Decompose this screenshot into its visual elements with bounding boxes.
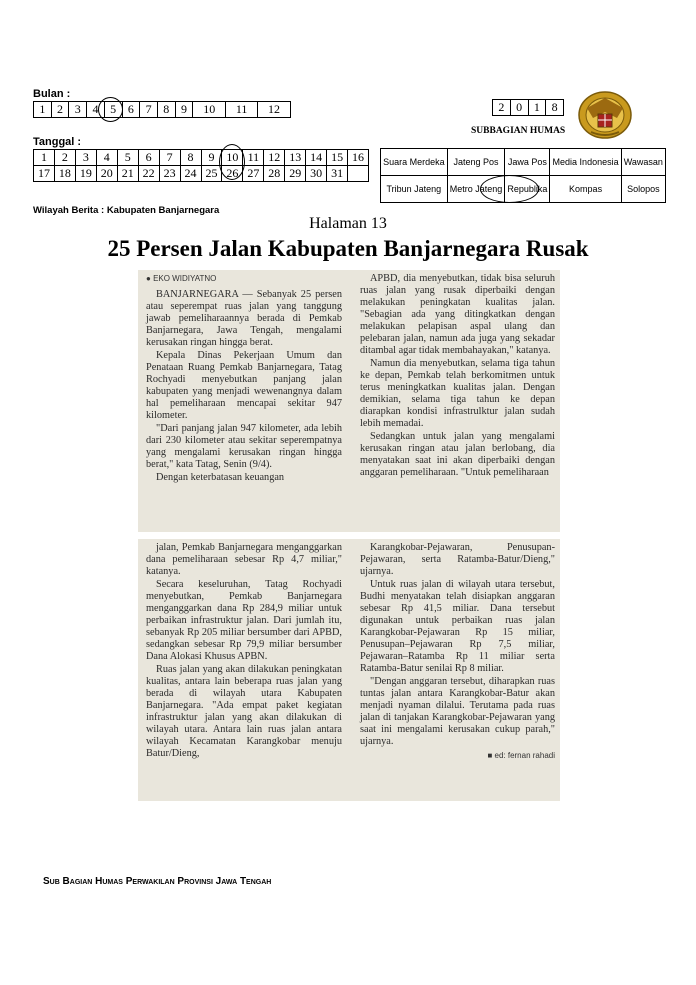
grid-cell: 11 [243,150,264,166]
article-paragraph: Namun dia menyebutkan, selama tiga tahun ke depan, Pemkab telah berkomitmen untuk terus meningkatkan kualitas jalan. Dengan demikian, selama tiga tahun ke depan diarapkan kondisi infrastrulktur jalan sudah lebih memadai. [360,358,555,429]
grid-cell: Suara Merdeka [381,149,448,176]
grid-cell: Kompas [550,176,621,203]
grid-cell: 1 [528,100,546,116]
grid-cell: 16 [348,150,369,166]
date-grid [33,149,369,182]
grid-cell: 8 [157,102,175,118]
grid-cell: 25 [201,166,222,182]
clipping-bottom [138,539,560,801]
tanggal-label: Tanggal : [33,136,82,148]
article-paragraph: "Dari panjang jalan 947 kilometer, ada lebih dari 230 kilometer atau sekitar seperempatnya yang mengalami kerusakan ringan hingga berat," kata Tatag, Senin (9/4). [146,423,342,470]
article-paragraph: Kepala Dinas Pekerjaan Umum dan Penataan Ruang Pemkab Banjarnegara, Tatag Rochyadi menyebutkan panjang jalan kabupaten yang menjadi wewenangnya dalam hal pemeliharaan mencapai sekitar 947 kilometer. [146,350,342,421]
garuda-emblem [577,88,633,140]
bulan-label: Bulan : [33,88,71,100]
grid-cell: 10 [222,150,243,166]
grid-cell: 3 [69,102,87,118]
grid-cell: 12 [258,102,291,118]
article-paragraph: Secara keseluruhan, Tatag Rochyadi menyebutkan, Pemkab Banjarnegara menganggarkan dana Rp 284,9 miliar untuk perbaikan infrastruktur jalan. Dari jumlah itu, sebanyak Rp 205 miliar bersumber dari APBD, sedangkan sebesar Rp 79,9 miliar bersumber Dana Alokasi Khusus APBN. [146,579,342,662]
page-number: Halaman 13 [309,215,387,232]
grid-cell: 4 [96,150,117,166]
article-column-1 [146,273,342,485]
grid-cell: 15 [327,150,348,166]
grid-cell: 17 [34,166,55,182]
grid-cell: 8 [546,100,564,116]
grid-cell: Wawasan [621,149,665,176]
grid-cell: 31 [327,166,348,182]
article-paragraph: "Dengan anggaran tersebut, diharapkan ruas tuntas jalan antara Karangkobar-Batur akan menjadi nyaman dilalui. Terutama pada ruas jalan di tanjakan Karangkobar-Pejawaran yang saat ini mengalami kerusakan cukup parah," ujarnya. [360,676,555,747]
article-title: 25 Persen Jalan Kabupaten Banjarnegara Rusak [107,236,589,261]
grid-cell: 1 [34,102,52,118]
article-paragraph: APBD, dia menyebutkan, tidak bisa seluruh ruas jalan yang rusak diperbaiki dengan melakukan peningkatan kualitas jalan. "Sebagian ada yang ditingkatkan dengan melakukan pelapisan aspal ulang dan pelebaran jalan, namun ada juga yang sekadar ditambal agar tidak membahayakan," katanya. [360,273,555,356]
byline: ● EKO WIDIYATNO [146,274,217,283]
grid-cell: Republika [505,176,550,203]
article-column-3 [146,542,342,761]
grid-cell: 22 [138,166,159,182]
grid-cell: 26 [222,166,243,182]
article-paragraph: Sedangkan untuk jalan yang mengalami kerusakan ringan atau jalan berlobang, dia menyatakan saat ini akan diperbaiki dengan anggaran pemeliharaan. "Untuk pemeliharaan [360,431,555,478]
grid-cell: 18 [54,166,75,182]
grid-cell: 5 [104,102,122,118]
month-grid [33,101,291,118]
grid-cell: 4 [87,102,105,118]
article-paragraph: Ruas jalan yang akan dilakukan peningkatan kualitas, antara lain beberapa ruas jalan yang berada di wilayah utara Kabupaten Banjarnegara. "Ada empat paket kegiatan infrastruktur jalan yang akan dilakukan di wilayah utara. Antara lain ruas jalan antara wilayah Kecamatan Karangkobar menuju Batur/Dieng, [146,664,342,759]
article-column-2 [360,273,555,480]
article-paragraph: jalan, Pemkab Banjarnegara menganggarkan dana pemeliharaan sebesar Rp 4,7 miliar," katanya. [146,542,342,577]
grid-cell: 23 [159,166,180,182]
grid-cell: 20 [96,166,117,182]
grid-cell: Media Indonesia [550,149,621,176]
grid-cell: 27 [243,166,264,182]
grid-cell: 12 [264,150,285,166]
article-paragraph: Dengan keterbatasan keuangan [156,472,285,483]
media-table [380,148,666,203]
grid-cell: 2 [493,100,511,116]
article-paragraph: BANJARNEGARA — Sebanyak 25 persen atau seperempat ruas jalan yang tanggung jawab pemeliharaannya berada di Pemkab Banjarnegara, Jawa Tengah, mengalami kerusakan ringan hingga berat. [146,289,342,348]
grid-cell: 5 [117,150,138,166]
footer-text: Sub Bagian Humas Perwakilan Provinsi Jawa Tengah [43,876,272,887]
grid-cell: 9 [175,102,193,118]
grid-cell: 0 [510,100,528,116]
grid-cell: 8 [180,150,201,166]
subbagian-label: SUBBAGIAN HUMAS [471,126,566,136]
grid-cell: 28 [264,166,285,182]
article-column-4 [360,542,555,762]
grid-cell: 7 [140,102,158,118]
grid-cell: 1 [34,150,55,166]
grid-cell: Jawa Pos [505,149,550,176]
grid-cell: 11 [226,102,258,118]
grid-cell: 29 [285,166,306,182]
grid-cell: 6 [138,150,159,166]
grid-cell: 30 [306,166,327,182]
year-box [492,99,564,116]
grid-cell: Tribun Jateng [381,176,448,203]
grid-cell: 9 [201,150,222,166]
grid-cell: 6 [122,102,140,118]
grid-cell: Solopos [621,176,665,203]
editor-credit: ■ ed: fernan rahadi [487,751,555,760]
article-paragraph: Karangkobar-Pejawaran, Penusupan-Pejawaran, serta Ratamba-Batur/Dieng," ujarnya. [360,542,555,577]
grid-cell: 2 [54,150,75,166]
grid-cell: 2 [51,102,69,118]
wilayah-berita: Wilayah Berita : Kabupaten Banjarnegara [33,205,220,216]
grid-cell: Metro Jateng [447,176,505,203]
grid-cell: 7 [159,150,180,166]
grid-cell: 19 [75,166,96,182]
grid-cell: 21 [117,166,138,182]
grid-cell: 24 [180,166,201,182]
grid-cell: 3 [75,150,96,166]
grid-cell: 10 [193,102,226,118]
grid-cell: 13 [285,150,306,166]
grid-cell: Jateng Pos [447,149,505,176]
grid-cell-empty [348,166,369,182]
clipping-top [138,270,560,532]
grid-cell: 14 [306,150,327,166]
article-paragraph: Untuk ruas jalan di wilayah utara tersebut, Budhi menyatakan telah disiapkan anggaran sebesar Rp 41,5 miliar. Dana tersebut digunakan untuk perbaikan ruas jalan Karangkobar-Pejawaran Rp 15 miliar, Penusupan–Pejawaran Rp 7,5 miliar, Pejawaran–Ratamba Rp 11 miliar serta Ratamba-Batur senilai Rp 8 miliar. [360,579,555,674]
